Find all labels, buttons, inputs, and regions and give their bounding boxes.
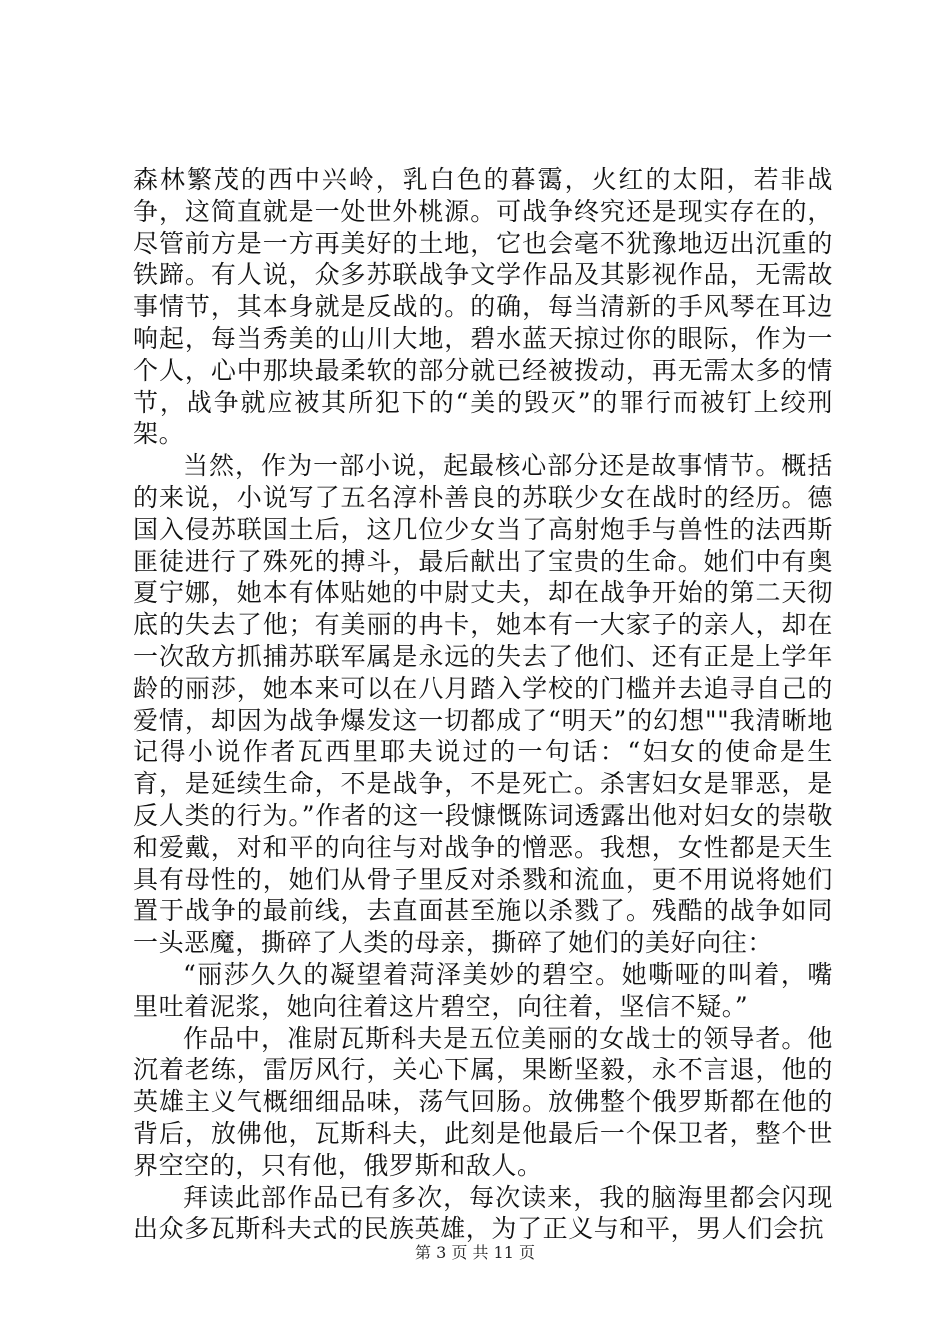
paragraph-5: 拜读此部作品已有多次，每次读来，我的脑海里都会闪现出众多瓦斯科夫式的民族英雄，为了正义与和平，男人们会抗 [133, 1182, 833, 1244]
paragraph-2: 当然，作为一部小说，起最核心部分还是故事情节。概括的来说，小说写了五名淳朴善良的苏联少女在战时的经历。德国入侵苏联国土后，这几位少女当了高射炮手与兽性的法西斯匪徒进行了殊死的搏斗，最后献出了宝贵的生命。她们中有奥夏宁娜，她本有体贴她的中尉丈夫，却在战争开始的第二天彻底的失去了他；有美丽的冉卡，她本有一大家子的亲人，却在一次敌方抓捕苏联军属是永远的失去了他们、还有正是上学年龄的丽莎，她本来可以在八月踏入学校的门槛并去追寻自己的爱情，却因为战争爆发这一切都成了“明天”的幻想""我清晰地记得小说作者瓦西里耶夫说过的一句话：“妇女的使命是生育，是延续生命，不是战争，不是死亡。杀害妇女是罪恶，是反人类的行为。”作者的这一段慷慨陈词透露出他对妇女的崇敬和爱戴，对和平的向往与对战争的憎恶。我想，女性都是天生具有母性的，她们从骨子里反对杀戮和流血，更不用说将她们置于战争的最前线，去直面甚至施以杀戮了。残酷的战争如同一头恶魔，撕碎了人类的母亲，撕碎了她们的美好向往： [133, 451, 833, 958]
paragraph-1: 森林繁茂的西中兴岭，乳白色的暮霭，火红的太阳，若非战争，这简直就是一处世外桃源。可战争终究还是现实存在的，尽管前方是一方再美好的土地，它也会毫不犹豫地迈出沉重的铁蹄。有人说，众多苏联战争文学作品及其影视作品，无需故事情节，其本身就是反战的。的确，每当清新的手风琴在耳边响起，每当秀美的山川大地，碧水蓝天掠过你的眼际，作为一个人，心中那块最柔软的部分就已经被拨动，再无需太多的情节，战争就应被其所犯下的“美的毁灭”的罪行而被钉上绞刑架。 [133, 165, 833, 449]
paragraph-4: 作品中，准尉瓦斯科夫是五位美丽的女战士的领导者。他沉着老练，雷厉风行，关心下属，果断坚毅，永不言退，他的英雄主义气概细细品味，荡气回肠。放佛整个俄罗斯都在他的背后，放佛他，瓦斯科夫，此刻是他最后一个保卫者，整个世界空空的，只有他，俄罗斯和敌人。 [133, 1023, 833, 1180]
page-footer [0, 1240, 950, 1263]
body-text [133, 164, 833, 1245]
page-number-label: 第 3 页 共 11 页 [415, 1243, 535, 1262]
paragraph-3-quote: “丽莎久久的凝望着菏泽美妙的碧空。她嘶哑的叫着，嘴里吐着泥浆，她向往着这片碧空，向往着，坚信不疑。” [133, 959, 833, 1021]
